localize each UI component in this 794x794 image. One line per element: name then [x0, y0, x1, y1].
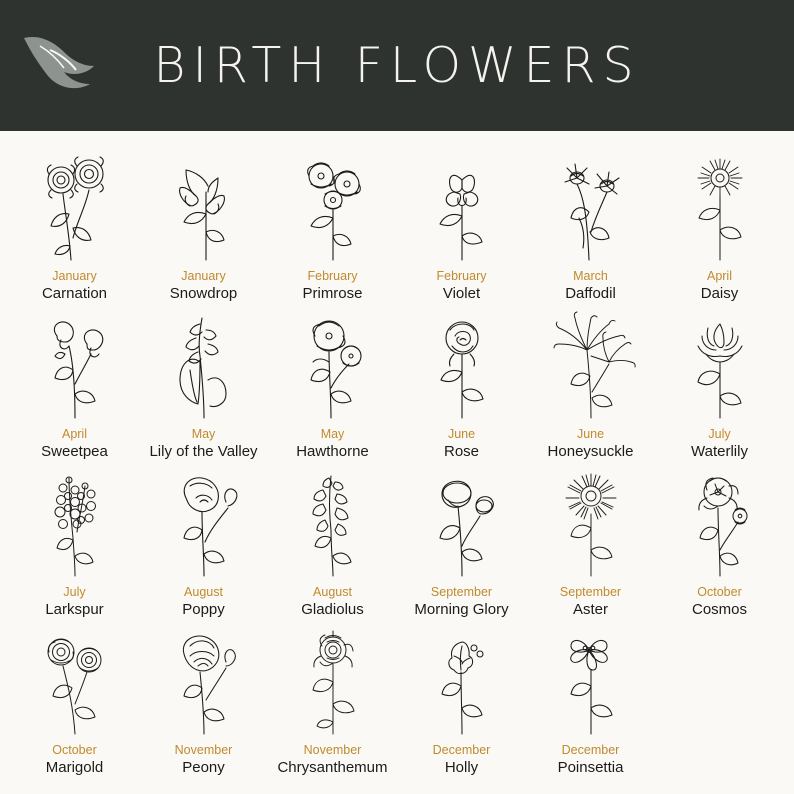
flower-card-gladiolus	[268, 465, 397, 623]
flower-card-hawthorne	[268, 307, 397, 465]
carnation-line-art-icon	[10, 149, 139, 268]
flower-month: August	[184, 585, 223, 599]
flower-month: January	[52, 269, 97, 283]
gladiolus-line-art-icon	[268, 465, 397, 584]
holly-line-art-icon	[397, 623, 526, 742]
flower-month: November	[303, 743, 362, 757]
flower-name: Morning Glory	[414, 601, 509, 618]
flower-month: February	[436, 269, 487, 283]
larkspur-line-art-icon	[10, 465, 139, 584]
flower-name: Honeysuckle	[547, 443, 634, 460]
flower-name: Sweetpea	[41, 443, 108, 460]
flower-month: February	[307, 269, 358, 283]
flower-card-cosmos	[655, 465, 784, 623]
flower-card-poppy	[139, 465, 268, 623]
flower-name: Marigold	[45, 759, 104, 776]
flower-card-holly	[397, 623, 526, 781]
flower-card-rose	[397, 307, 526, 465]
flower-month: September	[559, 585, 622, 599]
daffodil-line-art-icon	[526, 149, 655, 268]
flower-card-chrysanthemum	[268, 623, 397, 781]
flower-month: October	[697, 585, 742, 599]
flower-name: Chrysanthemum	[277, 759, 388, 776]
flower-month: July	[708, 427, 731, 441]
honeysuckle-line-art-icon	[526, 307, 655, 426]
flower-month: November	[174, 743, 233, 757]
flower-card-larkspur	[10, 465, 139, 623]
chrysanthemum-line-art-icon	[268, 623, 397, 742]
flower-name: Hawthorne	[296, 443, 369, 460]
snowdrop-line-art-icon	[139, 149, 268, 268]
flower-name: Larkspur	[45, 601, 104, 618]
poster-header	[0, 0, 794, 131]
flower-name: Peony	[182, 759, 225, 776]
flower-name: Cosmos	[691, 601, 747, 618]
flower-name: Gladiolus	[301, 601, 364, 618]
flower-card-poinsettia	[526, 623, 655, 781]
hawthorne-line-art-icon	[268, 307, 397, 426]
flower-name: Daisy	[700, 285, 739, 302]
flower-month: July	[63, 585, 86, 599]
flower-card-aster	[526, 465, 655, 623]
flower-month: August	[313, 585, 352, 599]
flower-card-morning-glory	[397, 465, 526, 623]
flower-card-marigold	[10, 623, 139, 781]
flower-month: September	[430, 585, 493, 599]
flower-month: May	[191, 427, 216, 441]
flower-card-peony	[139, 623, 268, 781]
flower-month: June	[447, 427, 476, 441]
poppy-line-art-icon	[139, 465, 268, 584]
flower-month: October	[52, 743, 97, 757]
flower-card-snowdrop	[139, 149, 268, 307]
waterlily-line-art-icon	[655, 307, 784, 426]
flower-month: May	[320, 427, 345, 441]
lily-of-the-valley-line-art-icon	[139, 307, 268, 426]
flower-name: Primrose	[302, 285, 363, 302]
flower-card-sweetpea	[10, 307, 139, 465]
flower-month: January	[181, 269, 226, 283]
flower-name: Carnation	[41, 285, 108, 302]
peony-line-art-icon	[139, 623, 268, 742]
violet-line-art-icon	[397, 149, 526, 268]
flower-name: Rose	[443, 443, 480, 460]
primrose-line-art-icon	[268, 149, 397, 268]
poinsettia-line-art-icon	[526, 623, 655, 742]
rose-line-art-icon	[397, 307, 526, 426]
flower-month: April	[706, 269, 732, 283]
flower-month: June	[576, 427, 605, 441]
cosmos-line-art-icon	[655, 465, 784, 584]
aster-line-art-icon	[526, 465, 655, 584]
flower-name: Lily of the Valley	[149, 443, 258, 460]
flower-card-violet	[397, 149, 526, 307]
marigold-line-art-icon	[10, 623, 139, 742]
flower-card-carnation	[10, 149, 139, 307]
flower-card-primrose	[268, 149, 397, 307]
flower-card-lily-of-the-valley	[139, 307, 268, 465]
flower-card-daisy	[655, 149, 784, 307]
flower-name: Holly	[444, 759, 479, 776]
morning-glory-line-art-icon	[397, 465, 526, 584]
flower-month: December	[432, 743, 491, 757]
flower-name: Daffodil	[565, 285, 616, 302]
flower-card-daffodil	[526, 149, 655, 307]
flower-card-waterlily	[655, 307, 784, 465]
flower-month: April	[61, 427, 87, 441]
daisy-line-art-icon	[655, 149, 784, 268]
flower-name: Snowdrop	[169, 285, 238, 302]
flower-name: Poinsettia	[557, 759, 624, 776]
flower-month: March	[573, 269, 608, 283]
flower-grid	[0, 131, 794, 791]
flower-name: Violet	[442, 285, 481, 302]
flower-name: Waterlily	[691, 443, 748, 460]
flying-bird-logo-icon	[18, 28, 114, 100]
flower-month: December	[561, 743, 620, 757]
flower-name: Poppy	[182, 601, 225, 618]
flower-card-honeysuckle	[526, 307, 655, 465]
flower-name: Aster	[572, 601, 608, 618]
sweetpea-line-art-icon	[10, 307, 139, 426]
page-title: BIRTH FLOWERS	[153, 37, 641, 94]
